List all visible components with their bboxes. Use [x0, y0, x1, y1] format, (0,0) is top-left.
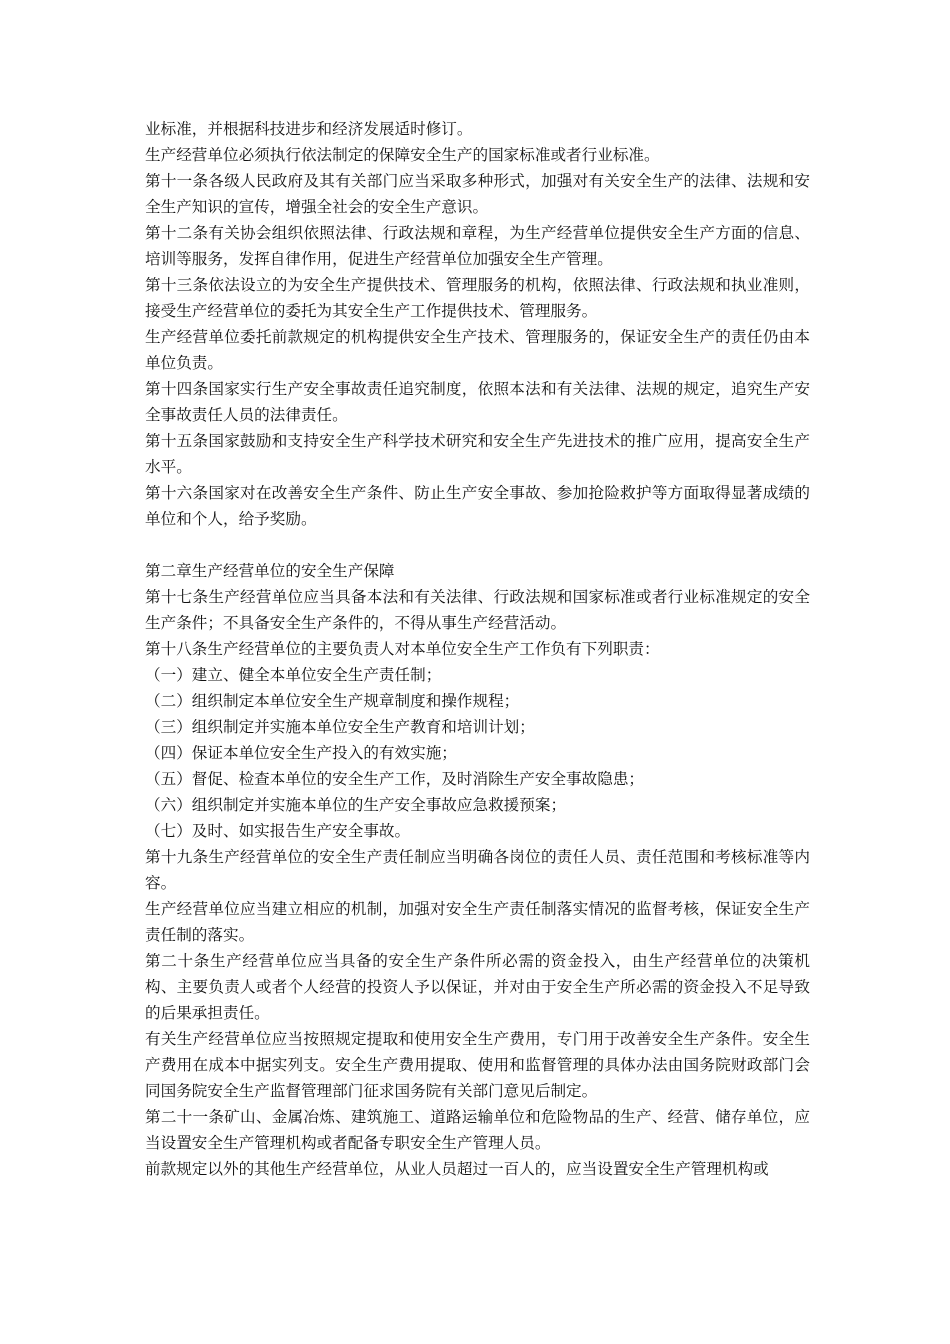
paragraph: 第十三条依法设立的为安全生产提供技术、管理服务的机构，依照法律、行政法规和执业准则，接受生产经营单位的委托为其安全生产工作提供技术、管理服务。 [145, 276, 810, 320]
paragraph: 第十一条各级人民政府及其有关部门应当采取多种形式，加强对有关安全生产的法律、法规和安全生产知识的宣传，增强全社会的安全生产意识。 [145, 172, 810, 216]
list-item: （二）组织制定本单位安全生产规章制度和操作规程； [145, 692, 520, 710]
paragraph: 前款规定以外的其他生产经营单位，从业人员超过一百人的，应当设置安全生产管理机构或 [145, 1160, 769, 1178]
paragraph: 第十四条国家实行生产安全事故责任追究制度，依照本法和有关法律、法规的规定，追究生产安全事故责任人员的法律责任。 [145, 380, 810, 424]
paragraph: 第十二条有关协会组织依照法律、行政法规和章程，为生产经营单位提供安全生产方面的信息、培训等服务，发挥自律作用，促进生产经营单位加强安全生产管理。 [145, 224, 810, 268]
paragraph: 第十九条生产经营单位的安全生产责任制应当明确各岗位的责任人员、责任范围和考核标准等内容。 [145, 848, 810, 892]
paragraph: 生产经营单位必须执行依法制定的保障安全生产的国家标准或者行业标准。 [145, 146, 660, 164]
list-item: （三）组织制定并实施本单位安全生产教育和培训计划； [145, 718, 535, 736]
paragraph: 第二十一条矿山、金属冶炼、建筑施工、道路运输单位和危险物品的生产、经营、储存单位，应当设置安全生产管理机构或者配备专职安全生产管理人员。 [145, 1108, 810, 1152]
list-item: （四）保证本单位安全生产投入的有效实施； [145, 744, 457, 762]
paragraph: 有关生产经营单位应当按照规定提取和使用安全生产费用，专门用于改善安全生产条件。安全生产费用在成本中据实列支。安全生产费用提取、使用和监督管理的具体办法由国务院财政部门会同国务院安全生产监督管理部门征求国务院有关部门意见后制定。 [145, 1030, 810, 1100]
paragraph: 第十六条国家对在改善安全生产条件、防止生产安全事故、参加抢险救护等方面取得显著成绩的单位和个人，给予奖励。 [145, 484, 810, 528]
list-item: （五）督促、检查本单位的安全生产工作，及时消除生产安全事故隐患； [145, 770, 645, 788]
list-item: （一）建立、健全本单位安全生产责任制； [145, 666, 442, 684]
paragraph: 第十五条国家鼓励和支持安全生产科学技术研究和安全生产先进技术的推广应用，提高安全生产水平。 [145, 432, 810, 476]
blank-line [145, 532, 810, 558]
list-item: （六）组织制定并实施本单位的生产安全事故应急救援预案； [145, 796, 567, 814]
paragraph: 生产经营单位委托前款规定的机构提供安全生产技术、管理服务的，保证安全生产的责任仍由本单位负责。 [145, 328, 810, 372]
paragraph: 第十七条生产经营单位应当具备本法和有关法律、行政法规和国家标准或者行业标准规定的安全生产条件；不具备安全生产条件的，不得从事生产经营活动。 [145, 588, 810, 632]
paragraph: 业标准，并根据科技进步和经济发展适时修订。 [145, 120, 473, 138]
paragraph: 第十八条生产经营单位的主要负责人对本单位安全生产工作负有下列职责： [145, 640, 660, 658]
chapter-heading: 第二章生产经营单位的安全生产保障 [145, 562, 395, 580]
paragraph: 第二十条生产经营单位应当具备的安全生产条件所必需的资金投入，由生产经营单位的决策机构、主要负责人或者个人经营的投资人予以保证，并对由于安全生产所必需的资金投入不足导致的后果承担责任。 [145, 952, 810, 1022]
document-page [145, 116, 810, 1182]
list-item: （七）及时、如实报告生产安全事故。 [145, 822, 411, 840]
paragraph: 生产经营单位应当建立相应的机制，加强对安全生产责任制落实情况的监督考核，保证安全生产责任制的落实。 [145, 900, 810, 944]
